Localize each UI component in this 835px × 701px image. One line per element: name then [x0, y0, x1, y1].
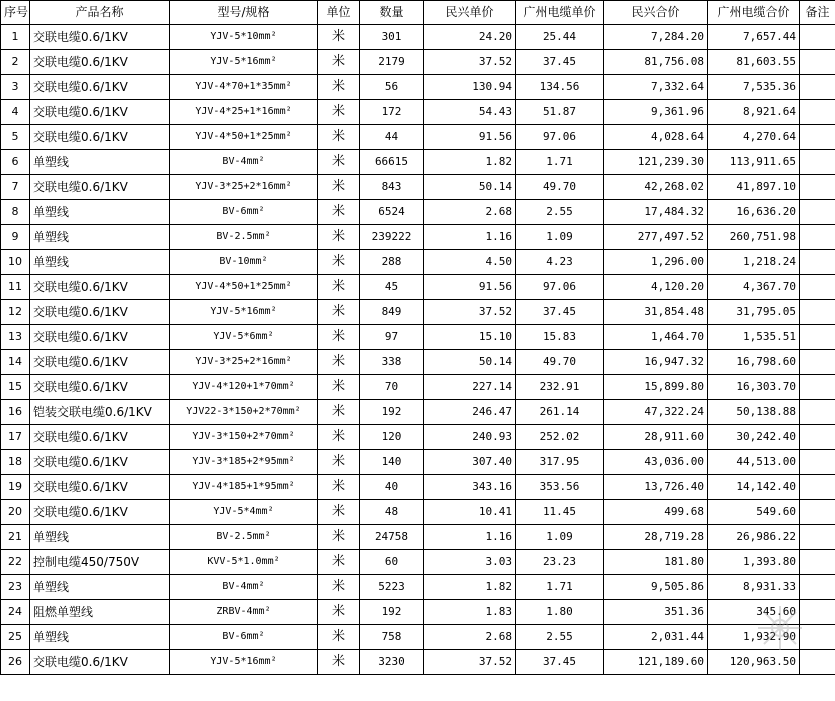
cell-unit[interactable]: 米: [318, 200, 360, 225]
cell-gz-total[interactable]: 120,963.50: [708, 650, 800, 675]
cell-note[interactable]: [800, 400, 835, 425]
cell-minxing-price[interactable]: 343.16: [424, 475, 516, 500]
cell-model[interactable]: BV-4mm²: [170, 150, 318, 175]
cell-gz-total[interactable]: 7,535.36: [708, 75, 800, 100]
cell-qty[interactable]: 56: [360, 75, 424, 100]
cell-gz-total[interactable]: 549.60: [708, 500, 800, 525]
cell-unit[interactable]: 米: [318, 175, 360, 200]
cell-unit[interactable]: 米: [318, 425, 360, 450]
cell-unit[interactable]: 米: [318, 550, 360, 575]
cell-name[interactable]: 交联电缆0.6/1KV: [30, 650, 170, 675]
cell-unit[interactable]: 米: [318, 500, 360, 525]
cell-model[interactable]: YJV-5*16mm²: [170, 300, 318, 325]
cell-name[interactable]: 单塑线: [30, 525, 170, 550]
cell-gz-price[interactable]: 37.45: [516, 650, 604, 675]
cell-minxing-total[interactable]: 121,239.30: [604, 150, 708, 175]
cell-name[interactable]: 交联电缆0.6/1KV: [30, 100, 170, 125]
cell-minxing-total[interactable]: 47,322.24: [604, 400, 708, 425]
cell-minxing-total[interactable]: 7,332.64: [604, 75, 708, 100]
cell-index[interactable]: 17: [1, 425, 30, 450]
table-row: [1, 425, 835, 450]
cell-note[interactable]: [800, 75, 835, 100]
cell-unit[interactable]: 米: [318, 250, 360, 275]
header-minxing-total[interactable]: 民兴合价: [604, 1, 708, 25]
cell-minxing-price[interactable]: 1.82: [424, 575, 516, 600]
cell-minxing-total[interactable]: 81,756.08: [604, 50, 708, 75]
cell-model[interactable]: YJV-3*25+2*16mm²: [170, 175, 318, 200]
cell-name[interactable]: 交联电缆0.6/1KV: [30, 125, 170, 150]
cell-gz-total[interactable]: 50,138.88: [708, 400, 800, 425]
cell-gz-price[interactable]: 49.70: [516, 175, 604, 200]
table-row: [1, 500, 835, 525]
cell-note[interactable]: [800, 650, 835, 675]
cell-gz-price[interactable]: 25.44: [516, 25, 604, 50]
cell-gz-price[interactable]: 23.23: [516, 550, 604, 575]
cell-note[interactable]: [800, 375, 835, 400]
cell-minxing-total[interactable]: 9,505.86: [604, 575, 708, 600]
cell-gz-total[interactable]: 14,142.40: [708, 475, 800, 500]
cell-minxing-total[interactable]: 351.36: [604, 600, 708, 625]
table-row: [1, 50, 835, 75]
cell-gz-price[interactable]: 37.45: [516, 50, 604, 75]
cell-minxing-price[interactable]: 10.41: [424, 500, 516, 525]
cell-qty[interactable]: 24758: [360, 525, 424, 550]
cell-minxing-total[interactable]: 181.80: [604, 550, 708, 575]
cell-qty[interactable]: 97: [360, 325, 424, 350]
table-row: [1, 325, 835, 350]
header-unit[interactable]: 单位: [318, 1, 360, 25]
header-minxing-price[interactable]: 民兴单价: [424, 1, 516, 25]
cell-note[interactable]: [800, 250, 835, 275]
cell-gz-total[interactable]: 81,603.55: [708, 50, 800, 75]
table-row: [1, 175, 835, 200]
cell-name[interactable]: 铠装交联电缆0.6/1KV: [30, 400, 170, 425]
cell-model[interactable]: YJV-5*4mm²: [170, 500, 318, 525]
cell-gz-price[interactable]: 353.56: [516, 475, 604, 500]
table-row: [1, 475, 835, 500]
cell-note[interactable]: [800, 300, 835, 325]
cell-unit[interactable]: 米: [318, 125, 360, 150]
cell-note[interactable]: [800, 350, 835, 375]
cell-unit[interactable]: 米: [318, 100, 360, 125]
cell-minxing-price[interactable]: 37.52: [424, 50, 516, 75]
cell-gz-total[interactable]: 113,911.65: [708, 150, 800, 175]
cell-qty[interactable]: 70: [360, 375, 424, 400]
cell-name[interactable]: 交联电缆0.6/1KV: [30, 475, 170, 500]
cell-model[interactable]: YJV-3*25+2*16mm²: [170, 350, 318, 375]
watermark-logo-icon: [755, 603, 805, 653]
cell-name[interactable]: 单塑线: [30, 225, 170, 250]
cell-gz-price[interactable]: 232.91: [516, 375, 604, 400]
cell-note[interactable]: [800, 575, 835, 600]
header-qty[interactable]: 数量: [360, 1, 424, 25]
cell-qty[interactable]: 6524: [360, 200, 424, 225]
cell-model[interactable]: YJV-3*150+2*70mm²: [170, 425, 318, 450]
cell-qty[interactable]: 40: [360, 475, 424, 500]
table-row: [1, 350, 835, 375]
cell-name[interactable]: 单塑线: [30, 250, 170, 275]
cell-gz-total[interactable]: 1,932.90: [708, 625, 800, 650]
cell-unit[interactable]: 米: [318, 25, 360, 50]
cell-qty[interactable]: 172: [360, 100, 424, 125]
cell-name[interactable]: 交联电缆0.6/1KV: [30, 450, 170, 475]
cell-qty[interactable]: 120: [360, 425, 424, 450]
table-row: [1, 375, 835, 400]
cell-name[interactable]: 单塑线: [30, 625, 170, 650]
cell-qty[interactable]: 192: [360, 600, 424, 625]
cell-index[interactable]: 1: [1, 25, 30, 50]
cell-minxing-price[interactable]: 50.14: [424, 175, 516, 200]
cell-index[interactable]: 8: [1, 200, 30, 225]
cell-qty[interactable]: 5223: [360, 575, 424, 600]
cell-gz-total[interactable]: 260,751.98: [708, 225, 800, 250]
cell-minxing-total[interactable]: 1,296.00: [604, 250, 708, 275]
cell-note[interactable]: [800, 150, 835, 175]
cell-model[interactable]: YJV-5*16mm²: [170, 50, 318, 75]
cell-gz-price[interactable]: 1.71: [516, 150, 604, 175]
cell-name[interactable]: 控制电缆450/750V: [30, 550, 170, 575]
cell-name[interactable]: 交联电缆0.6/1KV: [30, 500, 170, 525]
cell-unit[interactable]: 米: [318, 350, 360, 375]
cell-unit[interactable]: 米: [318, 375, 360, 400]
cell-gz-total[interactable]: 7,657.44: [708, 25, 800, 50]
cell-name[interactable]: 交联电缆0.6/1KV: [30, 375, 170, 400]
cell-gz-total[interactable]: 26,986.22: [708, 525, 800, 550]
cell-model[interactable]: YJV-5*16mm²: [170, 650, 318, 675]
cell-unit[interactable]: 米: [318, 600, 360, 625]
cell-gz-price[interactable]: 51.87: [516, 100, 604, 125]
cell-model[interactable]: YJV22-3*150+2*70mm²: [170, 400, 318, 425]
cell-minxing-price[interactable]: 2.68: [424, 200, 516, 225]
cell-note[interactable]: [800, 325, 835, 350]
cell-gz-price[interactable]: 4.23: [516, 250, 604, 275]
cell-index[interactable]: 20: [1, 500, 30, 525]
cell-name[interactable]: 单塑线: [30, 150, 170, 175]
cell-minxing-price[interactable]: 1.82: [424, 150, 516, 175]
cell-note[interactable]: [800, 550, 835, 575]
cell-qty[interactable]: 338: [360, 350, 424, 375]
cell-minxing-total[interactable]: 7,284.20: [604, 25, 708, 50]
cell-gz-price[interactable]: 252.02: [516, 425, 604, 450]
cell-minxing-total[interactable]: 4,028.64: [604, 125, 708, 150]
cell-minxing-total[interactable]: 28,719.28: [604, 525, 708, 550]
cell-minxing-total[interactable]: 499.68: [604, 500, 708, 525]
cell-unit[interactable]: 米: [318, 625, 360, 650]
cell-minxing-total[interactable]: 31,854.48: [604, 300, 708, 325]
cell-unit[interactable]: 米: [318, 225, 360, 250]
cell-gz-total[interactable]: 30,242.40: [708, 425, 800, 450]
cell-gz-total[interactable]: 41,897.10: [708, 175, 800, 200]
table-row: [1, 100, 835, 125]
cell-index[interactable]: 9: [1, 225, 30, 250]
cell-index[interactable]: 24: [1, 600, 30, 625]
cell-qty[interactable]: 3230: [360, 650, 424, 675]
cell-model[interactable]: YJV-5*10mm²: [170, 25, 318, 50]
cell-gz-price[interactable]: 97.06: [516, 125, 604, 150]
cell-note[interactable]: [800, 100, 835, 125]
cell-name[interactable]: 单塑线: [30, 575, 170, 600]
cell-index[interactable]: 18: [1, 450, 30, 475]
cell-gz-price[interactable]: 97.06: [516, 275, 604, 300]
cell-index[interactable]: 3: [1, 75, 30, 100]
cell-note[interactable]: [800, 200, 835, 225]
cell-gz-price[interactable]: 49.70: [516, 350, 604, 375]
cell-minxing-price[interactable]: 50.14: [424, 350, 516, 375]
cell-model[interactable]: YJV-3*185+2*95mm²: [170, 450, 318, 475]
table-row: [1, 275, 835, 300]
header-note[interactable]: 备注: [800, 1, 835, 25]
cell-minxing-price[interactable]: 3.03: [424, 550, 516, 575]
cell-note[interactable]: [800, 525, 835, 550]
cell-index[interactable]: 11: [1, 275, 30, 300]
cell-minxing-total[interactable]: 13,726.40: [604, 475, 708, 500]
cell-unit[interactable]: 米: [318, 650, 360, 675]
cell-index[interactable]: 10: [1, 250, 30, 275]
cell-qty[interactable]: 48: [360, 500, 424, 525]
cell-model[interactable]: YJV-4*185+1*95mm²: [170, 475, 318, 500]
cell-gz-total[interactable]: 44,513.00: [708, 450, 800, 475]
cell-minxing-price[interactable]: 1.16: [424, 525, 516, 550]
cell-index[interactable]: 4: [1, 100, 30, 125]
cell-minxing-price[interactable]: 91.56: [424, 125, 516, 150]
cell-minxing-total[interactable]: 28,911.60: [604, 425, 708, 450]
cell-gz-total[interactable]: 16,636.20: [708, 200, 800, 225]
table-row: [1, 625, 835, 650]
cell-note[interactable]: [800, 275, 835, 300]
cell-unit[interactable]: 米: [318, 575, 360, 600]
cell-qty[interactable]: 66615: [360, 150, 424, 175]
header-gz-price[interactable]: 广州电缆单价: [516, 1, 604, 25]
cell-minxing-price[interactable]: 246.47: [424, 400, 516, 425]
table-row: [1, 125, 835, 150]
cell-minxing-total[interactable]: 43,036.00: [604, 450, 708, 475]
table-row: [1, 450, 835, 475]
cell-model[interactable]: YJV-4*70+1*35mm²: [170, 75, 318, 100]
cell-minxing-price[interactable]: 307.40: [424, 450, 516, 475]
cell-model[interactable]: BV-2.5mm²: [170, 225, 318, 250]
cell-gz-price[interactable]: 134.56: [516, 75, 604, 100]
cell-minxing-total[interactable]: 4,120.20: [604, 275, 708, 300]
cell-gz-total[interactable]: 1,218.24: [708, 250, 800, 275]
cell-index[interactable]: 15: [1, 375, 30, 400]
cell-model[interactable]: BV-6mm²: [170, 200, 318, 225]
cell-minxing-price[interactable]: 37.52: [424, 650, 516, 675]
table-row: [1, 25, 835, 50]
cell-model[interactable]: BV-4mm²: [170, 575, 318, 600]
cell-minxing-price[interactable]: 54.43: [424, 100, 516, 125]
cell-unit[interactable]: 米: [318, 75, 360, 100]
cell-unit[interactable]: 米: [318, 50, 360, 75]
cell-gz-total[interactable]: 16,303.70: [708, 375, 800, 400]
cell-model[interactable]: ZRBV-4mm²: [170, 600, 318, 625]
cell-minxing-total[interactable]: 16,947.32: [604, 350, 708, 375]
cell-note[interactable]: [800, 125, 835, 150]
cell-gz-price[interactable]: 1.09: [516, 225, 604, 250]
cell-gz-total[interactable]: 345.60: [708, 600, 800, 625]
cell-gz-total[interactable]: 1,393.80: [708, 550, 800, 575]
header-gz-total[interactable]: 广州电缆合价: [708, 1, 800, 25]
table-row: [1, 575, 835, 600]
cell-note[interactable]: [800, 450, 835, 475]
cell-index[interactable]: 14: [1, 350, 30, 375]
cell-name[interactable]: 交联电缆0.6/1KV: [30, 425, 170, 450]
cell-name[interactable]: 交联电缆0.6/1KV: [30, 300, 170, 325]
cell-index[interactable]: 7: [1, 175, 30, 200]
cell-minxing-price[interactable]: 1.83: [424, 600, 516, 625]
cell-minxing-price[interactable]: 15.10: [424, 325, 516, 350]
header-index[interactable]: 序号: [1, 1, 30, 25]
cell-gz-price[interactable]: 1.71: [516, 575, 604, 600]
table-row: [1, 250, 835, 275]
cell-index[interactable]: 5: [1, 125, 30, 150]
cell-gz-price[interactable]: 2.55: [516, 200, 604, 225]
cell-minxing-total[interactable]: 1,464.70: [604, 325, 708, 350]
cell-name[interactable]: 阻燃单塑线: [30, 600, 170, 625]
cell-model[interactable]: YJV-4*50+1*25mm²: [170, 125, 318, 150]
cell-index[interactable]: 12: [1, 300, 30, 325]
cell-unit[interactable]: 米: [318, 400, 360, 425]
cell-qty[interactable]: 301: [360, 25, 424, 50]
cell-note[interactable]: [800, 25, 835, 50]
cell-name[interactable]: 交联电缆0.6/1KV: [30, 75, 170, 100]
cell-gz-total[interactable]: 4,367.70: [708, 275, 800, 300]
table-body: [1, 25, 835, 675]
cell-minxing-price[interactable]: 227.14: [424, 375, 516, 400]
cell-model[interactable]: BV-2.5mm²: [170, 525, 318, 550]
cell-name[interactable]: 交联电缆0.6/1KV: [30, 175, 170, 200]
cell-minxing-total[interactable]: 121,189.60: [604, 650, 708, 675]
table-row: [1, 525, 835, 550]
cell-gz-price[interactable]: 317.95: [516, 450, 604, 475]
cell-gz-price[interactable]: 37.45: [516, 300, 604, 325]
table-row: [1, 225, 835, 250]
cell-name[interactable]: 交联电缆0.6/1KV: [30, 325, 170, 350]
cell-unit[interactable]: 米: [318, 475, 360, 500]
table-row: [1, 75, 835, 100]
cell-qty[interactable]: 45: [360, 275, 424, 300]
header-name[interactable]: 产品名称: [30, 1, 170, 25]
cell-name[interactable]: 交联电缆0.6/1KV: [30, 50, 170, 75]
cell-qty[interactable]: 239222: [360, 225, 424, 250]
cell-index[interactable]: 26: [1, 650, 30, 675]
cell-minxing-total[interactable]: 9,361.96: [604, 100, 708, 125]
cell-unit[interactable]: 米: [318, 150, 360, 175]
cell-index[interactable]: 23: [1, 575, 30, 600]
table-row: [1, 650, 835, 675]
cell-minxing-price[interactable]: 2.68: [424, 625, 516, 650]
cell-gz-total[interactable]: 8,931.33: [708, 575, 800, 600]
cell-unit[interactable]: 米: [318, 300, 360, 325]
cell-index[interactable]: 19: [1, 475, 30, 500]
cell-note[interactable]: [800, 50, 835, 75]
cell-gz-total[interactable]: 31,795.05: [708, 300, 800, 325]
table-row: [1, 150, 835, 175]
cell-qty[interactable]: 44: [360, 125, 424, 150]
header-model[interactable]: 型号/规格: [170, 1, 318, 25]
cell-minxing-total[interactable]: 15,899.80: [604, 375, 708, 400]
cell-gz-total[interactable]: 1,535.51: [708, 325, 800, 350]
cell-index[interactable]: 2: [1, 50, 30, 75]
cell-qty[interactable]: 849: [360, 300, 424, 325]
cell-model[interactable]: YJV-4*120+1*70mm²: [170, 375, 318, 400]
cell-minxing-total[interactable]: 277,497.52: [604, 225, 708, 250]
cell-gz-total[interactable]: 16,798.60: [708, 350, 800, 375]
cell-note[interactable]: [800, 225, 835, 250]
cell-note[interactable]: [800, 475, 835, 500]
cell-unit[interactable]: 米: [318, 325, 360, 350]
cell-index[interactable]: 16: [1, 400, 30, 425]
cell-minxing-total[interactable]: 2,031.44: [604, 625, 708, 650]
cell-index[interactable]: 13: [1, 325, 30, 350]
cell-gz-price[interactable]: 1.80: [516, 600, 604, 625]
cell-gz-price[interactable]: 11.45: [516, 500, 604, 525]
cell-model[interactable]: YJV-4*50+1*25mm²: [170, 275, 318, 300]
cell-qty[interactable]: 758: [360, 625, 424, 650]
cell-qty[interactable]: 2179: [360, 50, 424, 75]
cell-name[interactable]: 交联电缆0.6/1KV: [30, 25, 170, 50]
cell-model[interactable]: BV-6mm²: [170, 625, 318, 650]
table-row: [1, 200, 835, 225]
cell-index[interactable]: 25: [1, 625, 30, 650]
cell-gz-price[interactable]: 2.55: [516, 625, 604, 650]
cell-index[interactable]: 6: [1, 150, 30, 175]
cell-name[interactable]: 交联电缆0.6/1KV: [30, 350, 170, 375]
cell-note[interactable]: [800, 425, 835, 450]
cell-minxing-price[interactable]: 37.52: [424, 300, 516, 325]
table-row: [1, 400, 835, 425]
cell-note[interactable]: [800, 500, 835, 525]
cell-qty[interactable]: 140: [360, 450, 424, 475]
table-row: [1, 300, 835, 325]
cell-qty[interactable]: 288: [360, 250, 424, 275]
cell-minxing-price[interactable]: 91.56: [424, 275, 516, 300]
cell-minxing-total[interactable]: 17,484.32: [604, 200, 708, 225]
cell-model[interactable]: KVV-5*1.0mm²: [170, 550, 318, 575]
cell-name[interactable]: 单塑线: [30, 200, 170, 225]
cell-qty[interactable]: 60: [360, 550, 424, 575]
cell-minxing-total[interactable]: 42,268.02: [604, 175, 708, 200]
cell-unit[interactable]: 米: [318, 275, 360, 300]
cell-name[interactable]: 交联电缆0.6/1KV: [30, 275, 170, 300]
cell-minxing-price[interactable]: 240.93: [424, 425, 516, 450]
cell-gz-price[interactable]: 1.09: [516, 525, 604, 550]
cell-unit[interactable]: 米: [318, 525, 360, 550]
cell-minxing-price[interactable]: 24.20: [424, 25, 516, 50]
table-row: [1, 550, 835, 575]
cell-qty[interactable]: 192: [360, 400, 424, 425]
cell-gz-total[interactable]: 8,921.64: [708, 100, 800, 125]
cell-note[interactable]: [800, 175, 835, 200]
cell-qty[interactable]: 843: [360, 175, 424, 200]
cell-index[interactable]: 21: [1, 525, 30, 550]
cell-gz-price[interactable]: 15.83: [516, 325, 604, 350]
cell-gz-total[interactable]: 4,270.64: [708, 125, 800, 150]
cell-index[interactable]: 22: [1, 550, 30, 575]
cell-unit[interactable]: 米: [318, 450, 360, 475]
cell-model[interactable]: BV-10mm²: [170, 250, 318, 275]
cell-minxing-price[interactable]: 4.50: [424, 250, 516, 275]
header-row: [1, 1, 835, 25]
cell-gz-price[interactable]: 261.14: [516, 400, 604, 425]
cell-minxing-price[interactable]: 130.94: [424, 75, 516, 100]
cell-model[interactable]: YJV-4*25+1*16mm²: [170, 100, 318, 125]
table-row: [1, 600, 835, 625]
cell-minxing-price[interactable]: 1.16: [424, 225, 516, 250]
cell-model[interactable]: YJV-5*6mm²: [170, 325, 318, 350]
